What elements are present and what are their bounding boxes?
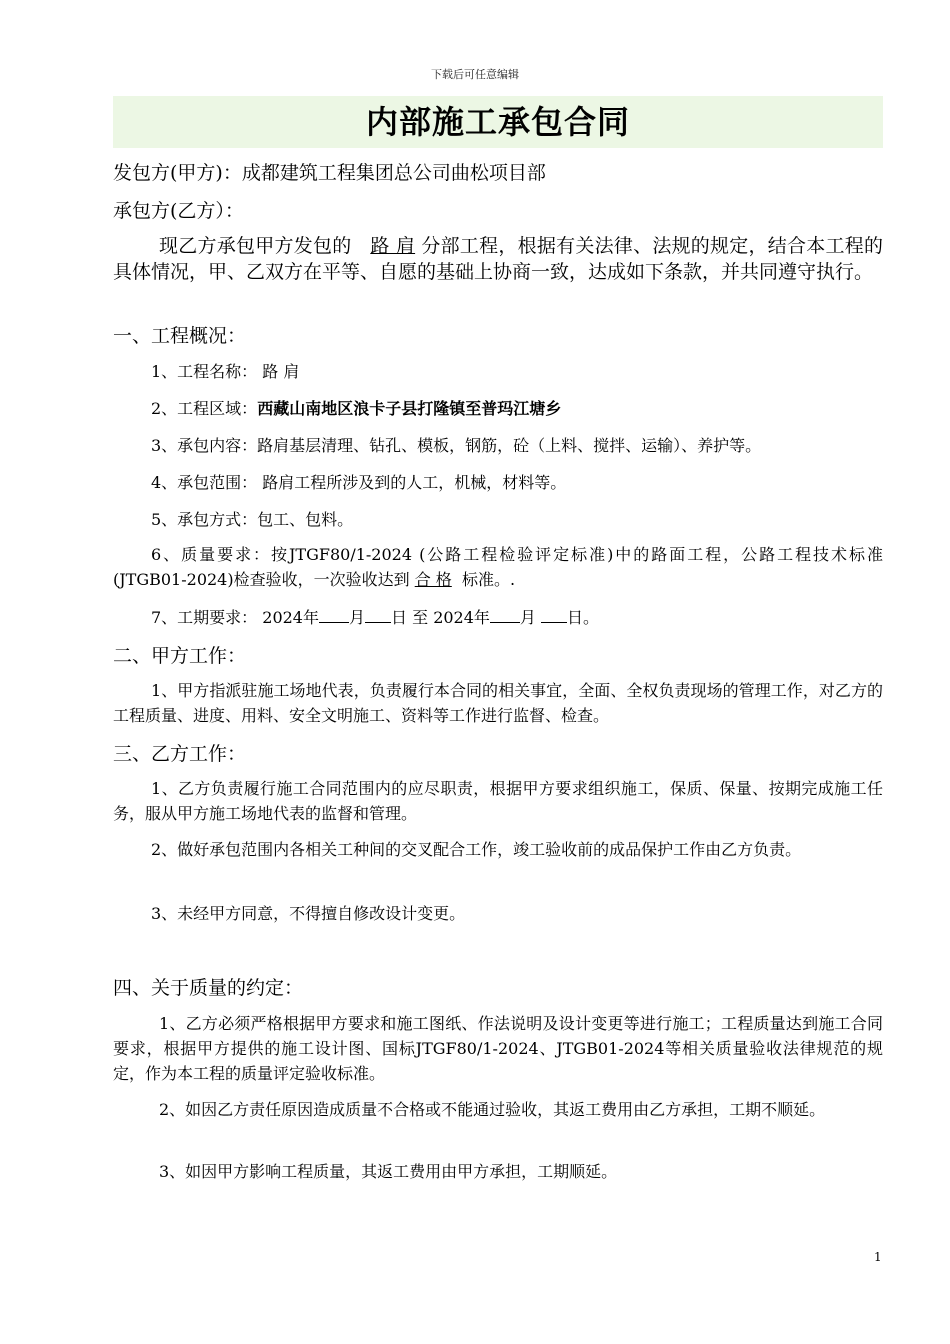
s1-item-4: 4、承包范围： 路肩工程所涉及到的人工，机械，材料等。 (151, 473, 567, 492)
intro-before: 现乙方承包甲方发包的 (159, 235, 352, 257)
s3-paragraph-3: 3、未经甲方同意，不得擅自修改设计变更。 (151, 904, 466, 923)
s1-item-7-month-1: 月 (349, 608, 366, 627)
party-b-line: 承包方(乙方）： (113, 200, 244, 222)
page-title: 内部施工承包合同 (365, 103, 630, 141)
s1-item-6-after: 标准。. (461, 570, 516, 589)
intro-project-name: 路 肩 (370, 235, 416, 257)
s4-paragraph-2: 2、如因乙方责任原因造成质量不合格或不能通过验收，其返工费用由乙方承担，工期不顺延。 (159, 1100, 826, 1119)
day-blank-1 (365, 608, 391, 623)
s1-item-2-value: 西藏山南地区浪卡子县打隆镇至普玛江塘乡 (257, 399, 562, 418)
section-3-title: 三、乙方工作： (113, 743, 247, 765)
s1-item-6-grade: 合 格 (414, 570, 452, 589)
s4-paragraph-3: 3、如因甲方影响工程质量，其返工费用由甲方承担，工期顺延。 (159, 1162, 618, 1181)
s1-item-7-day-1: 日 至 2024年 (391, 608, 490, 627)
s1-item-2-label: 2、工程区域： (151, 399, 258, 418)
section-1-title: 一、工程概况： (113, 325, 247, 347)
header-note: 下载后可任意编辑 (431, 68, 519, 81)
page-number: 1 (874, 1250, 882, 1264)
intro-paragraph (113, 233, 883, 285)
month-blank-2 (490, 608, 520, 623)
day-blank-2 (541, 608, 567, 623)
s1-item-7-year: 7、工期要求： 2024年 (151, 608, 319, 627)
s3-paragraph-1: 1、乙方负责履行施工合同范围内的应尽职责，根据甲方要求组织施工，保质、保量、按期完成施工任务，服从甲方施工场地代表的监督和管理。 (113, 779, 883, 823)
s1-item-3: 3、承包内容：路肩基层清理、钻孔、模板，钢筋，砼（上料、搅拌、运输）、养护等。 (151, 436, 762, 455)
s4-paragraph-1: 1、乙方必须严格根据甲方要求和施工图纸、作法说明及设计变更等进行施工；工程质量达到施工合同要求，根据甲方提供的施工设计图、国标JTGF80/1-2024、JTGB01-2024等相关质量验收法律规范的规定，作为本工程的质量评定验收标准。 (113, 1014, 883, 1083)
intro-after: 分部工程，根据有关法律、法规的规定，结合本工程的具体情况，甲、乙双方在平等、自愿的基础上协商一致，达成如下条款，并共同遵守执行。 (113, 235, 883, 283)
s1-item-1: 1、工程名称： 路 肩 (151, 362, 300, 381)
s1-item-7-day-2: 日。 (567, 608, 600, 627)
s1-item-7-month-2: 月 (519, 608, 536, 627)
s1-item-5: 5、承包方式：包工、包料。 (151, 510, 354, 529)
s1-item-2 (151, 396, 561, 419)
s1-item-6 (113, 542, 883, 592)
month-blank-1 (319, 608, 349, 623)
section-2-title: 二、甲方工作： (113, 645, 247, 667)
s3-paragraph-2: 2、做好承包范围内各相关工种间的交叉配合工作，竣工验收前的成品保护工作由乙方负责。 (151, 840, 802, 859)
s2-paragraph-1: 1、甲方指派驻施工场地代表，负责履行本合同的相关事宜，全面、全权负责现场的管理工作，对乙方的工程质量、进度、用料、安全文明施工、资料等工作进行监督、检查。 (113, 681, 883, 725)
party-a-line: 发包方(甲方)：成都建筑工程集团总公司曲松项目部 (113, 162, 546, 184)
s1-item-6-before: 6、质量要求：按JTGF80/1-2024 (公路工程检验评定标准)中的路面工程，公路工程技术标准(JTGB01-2024)检查验收，一次验收达到 (113, 545, 883, 589)
section-4-title: 四、关于质量的约定： (113, 977, 304, 999)
s1-item-7 (151, 605, 599, 628)
